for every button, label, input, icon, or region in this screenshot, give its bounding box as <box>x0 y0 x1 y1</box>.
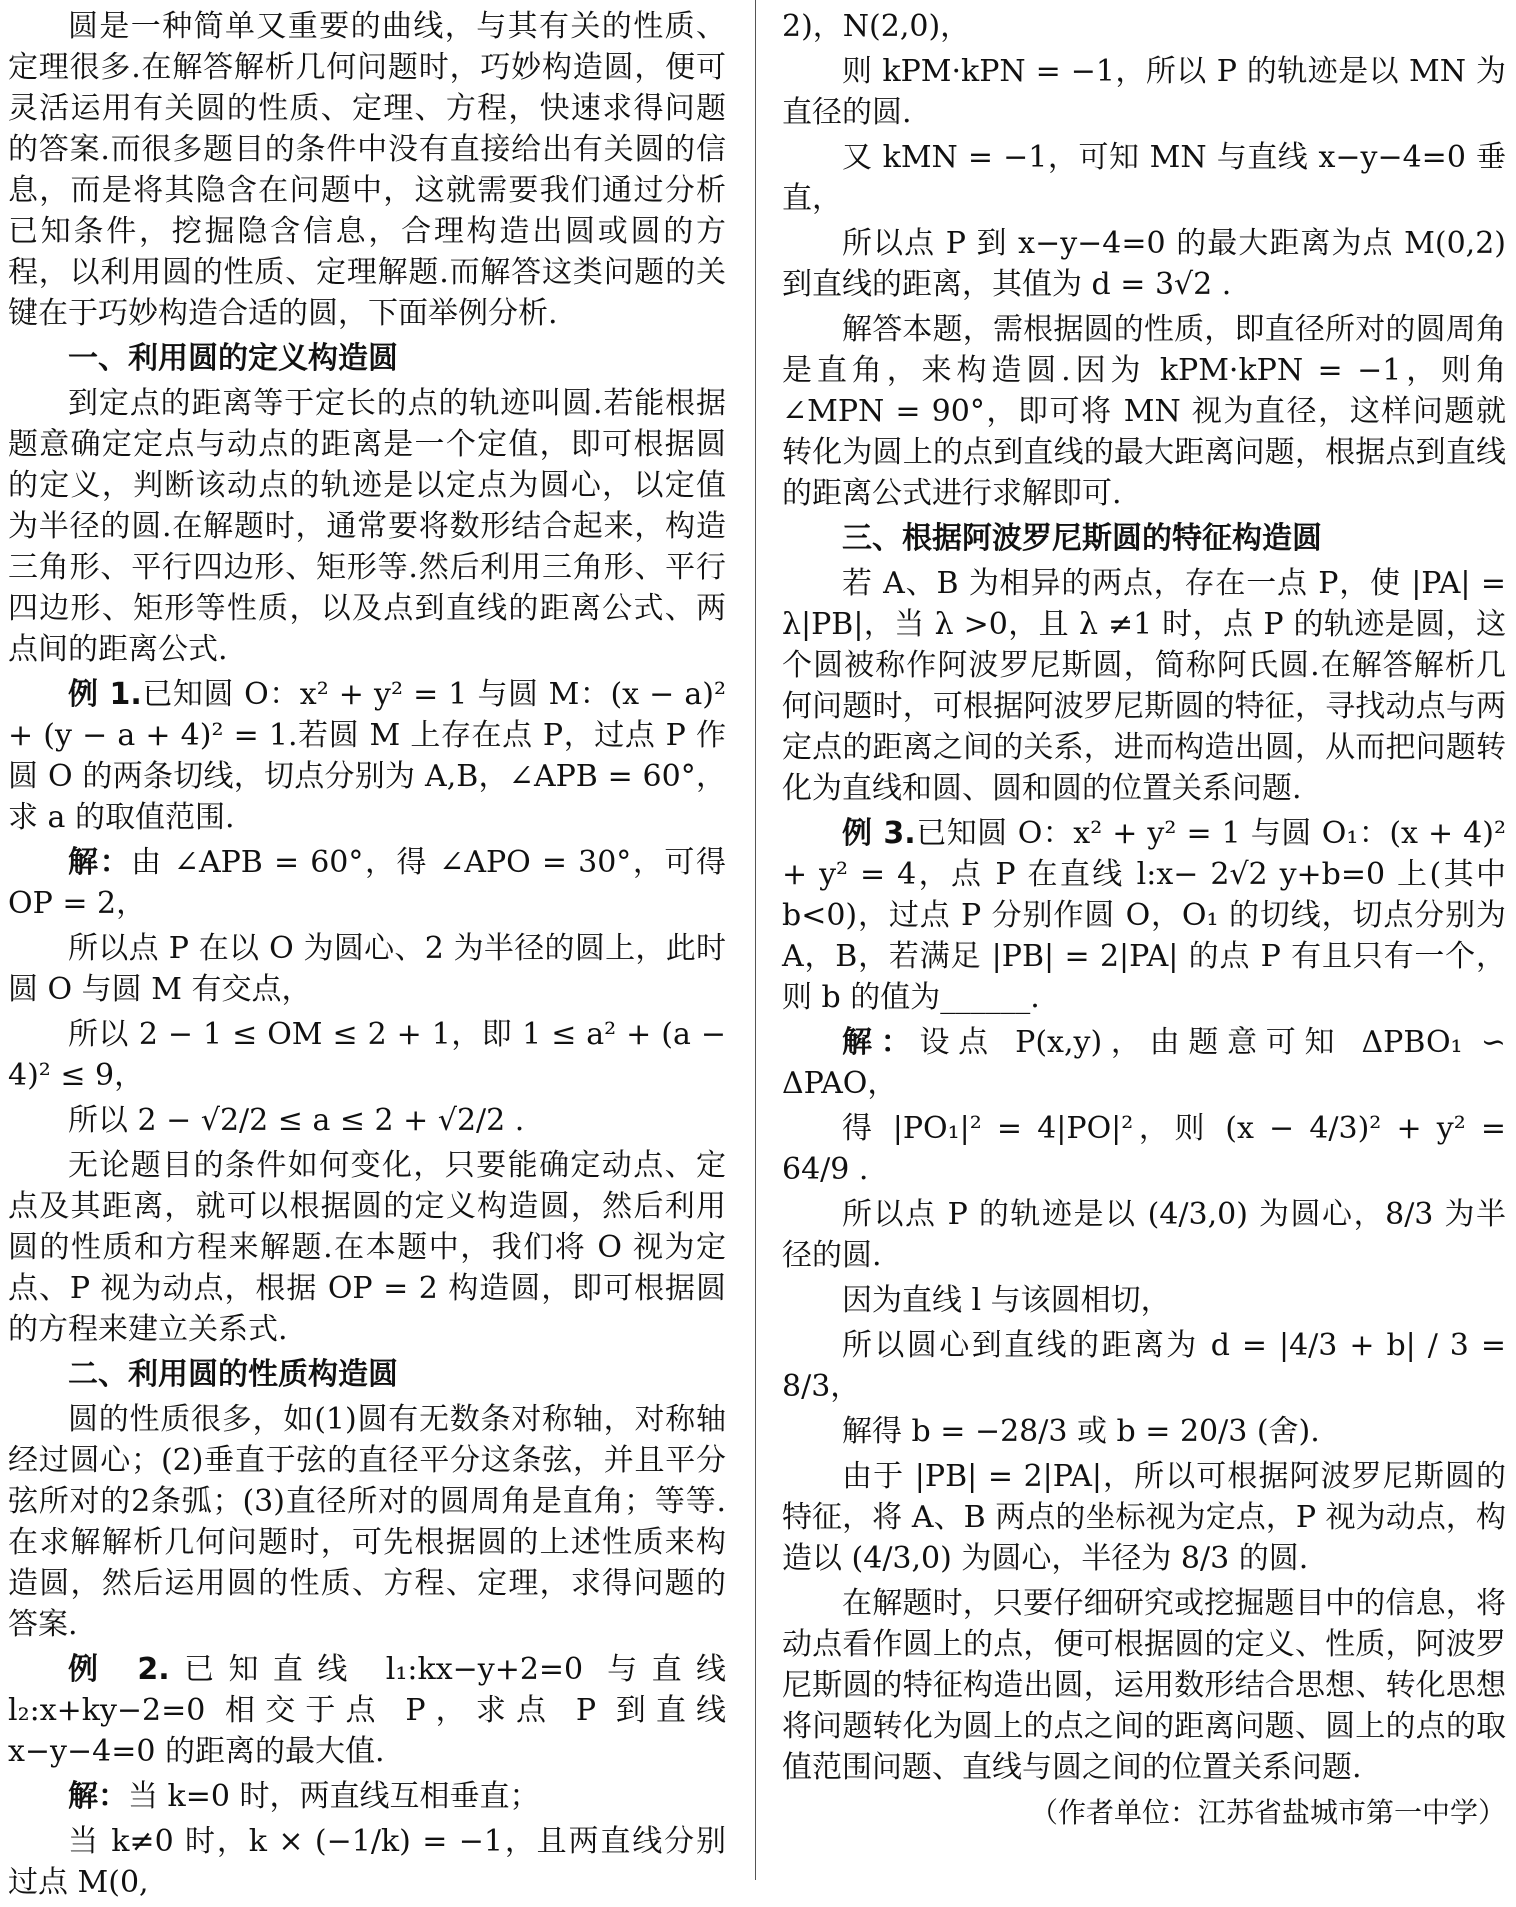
section-3-heading: 三、根据阿波罗尼斯圆的特征构造圆 <box>842 521 1322 556</box>
author-affiliation: （作者单位：江苏省盐城市第一中学） <box>1029 1796 1506 1829</box>
example-1-label: 例 1. <box>68 677 142 712</box>
summary-1: 无论题目的条件如何变化，只要能确定动点、定点及其距离，就可以根据圆的定义构造圆，然后利用圆的性质和方程来解题.在本题中，我们将 O 视为定点、P 视为动点，根据 OP = 2 构造圆，即可根据圆的方程来建立关系式. <box>8 1148 726 1347</box>
summary-2: 解答本题，需根据圆的性质，即直径所对的圆周角是直角，来构造圆.因为 kPM·kPN = −1，则角 ∠MPN = 90°，即可将 MN 视为直径，这样问题就转化为圆上的点到直线的最大距离问题，根据点到直线的距离公式进行求解即可. <box>782 312 1506 511</box>
example-1 <box>8 674 726 838</box>
solution-2-line-1 <box>8 1776 726 1817</box>
solution-3-line-2: 得 |PO₁|² = 4|PO|²，则 (x − 4/3)² + y² = 64/9 . <box>782 1111 1506 1187</box>
solution-2-label: 解： <box>68 1779 128 1814</box>
section-1-paragraph: 到定点的距离等于定长的点的轨迹叫圆.若能根据题意确定定点与动点的距离是一个定值，即可根据圆的定义，判断该动点的轨迹是以定点为圆心，以定值为半径的圆.在解题时，通常要将数形结合起来，构造三角形、平行四边形、矩形等.然后利用三角形、平行四边形、矩形等性质，以及点到直线的距离公式、两点间的距离公式. <box>8 386 726 667</box>
intro-paragraph: 圆是一种简单又重要的曲线，与其有关的性质、定理很多.在解答解析几何问题时，巧妙构造圆，便可灵活运用有关圆的性质、定理、方程，快速求得问题的答案.而很多题目的条件中没有直接给出有关圆的信息，而是将其隐含在问题中，这就需要我们通过分析已知条件，挖掘隐含信息，合理构造出圆或圆的方程，以利用圆的性质、定理解题.而解答这类问题的关键在于巧妙构造合适的圆，下面举例分析. <box>8 9 726 331</box>
example-3-label: 例 3. <box>842 816 916 851</box>
solution-1-text-1: 由 ∠APB = 60°，得 ∠APO = 30°，可得 OP = 2， <box>8 845 727 921</box>
section-3-paragraph: 若 A、B 为相异的两点，存在一点 P，使 |PA| = λ|PB|，当 λ >0，且 λ ≠1 时，点 P 的轨迹是圆，这个圆被称作阿波罗尼斯圆，简称阿氏圆.在解答解析几何问题时，可根据阿波罗尼斯圆的特征，寻找动点与两定点的距离之间的关系，进而构造出圆，从而把问题转化为直线和圆、圆和圆的位置关系问题. <box>782 566 1506 806</box>
solution-1-line-1 <box>8 842 726 924</box>
example-3 <box>782 813 1506 1018</box>
right-column <box>782 6 1506 1837</box>
solution-3-line-6: 解得 b = −28/3 或 b = 20/3 (舍). <box>842 1414 1320 1449</box>
section-1-heading: 一、利用圆的定义构造圆 <box>68 341 398 376</box>
solution-1-label: 解： <box>68 845 132 880</box>
example-2-text: 已知直线 l₁:kx−y+2=0 与直线 l₂:x+ky−2=0 相交于点 P，求点 P 到直线 x−y−4=0 的距离的最大值. <box>8 1652 727 1769</box>
solution-1-line-2: 所以点 P 在以 O 为圆心、2 为半径的圆上，此时圆 O 与圆 M 有交点， <box>8 931 726 1007</box>
solution-1-line-4: 所以 2 − √2/2 ≤ a ≤ 2 + √2/2 . <box>68 1103 525 1138</box>
summary-3: 由于 |PB| = 2|PA|，所以可根据阿波罗尼斯圆的特征，将 A、B 两点的坐标视为定点，P 视为动点，构造以 (4/3,0) 为圆心，半径为 8/3 的圆. <box>782 1459 1506 1576</box>
solution-3-line-5: 所以圆心到直线的距离为 d = |4/3 + b| / 3 = 8/3， <box>782 1328 1506 1404</box>
section-2-paragraph: 圆的性质很多，如(1)圆有无数条对称轴，对称轴经过圆心；(2)垂直于弦的直径平分这条弦，并且平分弦所对的2条弧；(3)直径所对的圆周角是直角；等等.在求解解析几何问题时，可先根据圆的上述性质来构造圆，然后运用圆的性质、方程、定理，求得问题的答案. <box>8 1402 726 1642</box>
example-3-text: 已知圆 O：x² + y² = 1 与圆 O₁：(x + 4)² + y² = 4，点 P 在直线 l:x− 2√2 y+b=0 上(其中 b<0)，过点 P 分别作圆 O，O₁ 的切线，切点分别为 A，B，若满足 |PB| = 2|PA| 的点 P 有且只有一个，则 b 的值为______. <box>782 816 1506 1015</box>
left-column <box>8 6 726 1907</box>
column-divider <box>755 0 756 1880</box>
solution-3-line-4: 因为直线 l 与该圆相切， <box>842 1283 1171 1318</box>
solution-3-line-3: 所以点 P 的轨迹是以 (4/3,0) 为圆心，8/3 为半径的圆. <box>782 1197 1506 1273</box>
solution-2-line-4: 又 kMN = −1，可知 MN 与直线 x−y−4=0 垂直， <box>782 140 1506 216</box>
solution-2-text-1: 当 k=0 时，两直线互相垂直； <box>128 1779 540 1814</box>
solution-3-text-1: 设点 P(x,y)，由题意可知 ΔPBO₁ ∽ ΔPAO， <box>782 1025 1506 1101</box>
section-2-heading: 二、利用圆的性质构造圆 <box>68 1357 398 1392</box>
example-2-label: 例 2. <box>68 1652 170 1687</box>
example-2 <box>8 1649 726 1772</box>
solution-2-line-2: 当 k≠0 时，k × (−1/k) = −1，且两直线分别过点 M(0, <box>8 1824 726 1900</box>
solution-2-line-5: 所以点 P 到 x−y−4=0 的最大距离为点 M(0,2) 到直线的距离，其值为 d = 3√2 . <box>782 226 1506 302</box>
continued-line: 2)，N(2,0)， <box>782 9 971 44</box>
solution-3-line-1 <box>782 1022 1506 1104</box>
solution-3-label: 解： <box>842 1025 920 1060</box>
solution-1-line-3: 所以 2 − 1 ≤ OM ≤ 2 + 1，即 1 ≤ a² + (a − 4)² ≤ 9， <box>8 1017 726 1093</box>
conclusion-paragraph: 在解题时，只要仔细研究或挖掘题目中的信息，将动点看作圆上的点，便可根据圆的定义、性质，阿波罗尼斯圆的特征构造出圆，运用数形结合思想、转化思想将问题转化为圆上的点之间的距离问题、圆上的点的取值范围问题、直线与圆之间的位置关系问题. <box>782 1586 1506 1785</box>
solution-2-line-3: 则 kPM·kPN = −1，所以 P 的轨迹是以 MN 为直径的圆. <box>782 54 1506 130</box>
example-1-text: 已知圆 O：x² + y² = 1 与圆 M：(x − a)² + (y − a + 4)² = 1.若圆 M 上存在点 P，过点 P 作圆 O 的两条切线，切点分别为 A,B，∠APB = 60°，求 a 的取值范围. <box>8 677 726 835</box>
